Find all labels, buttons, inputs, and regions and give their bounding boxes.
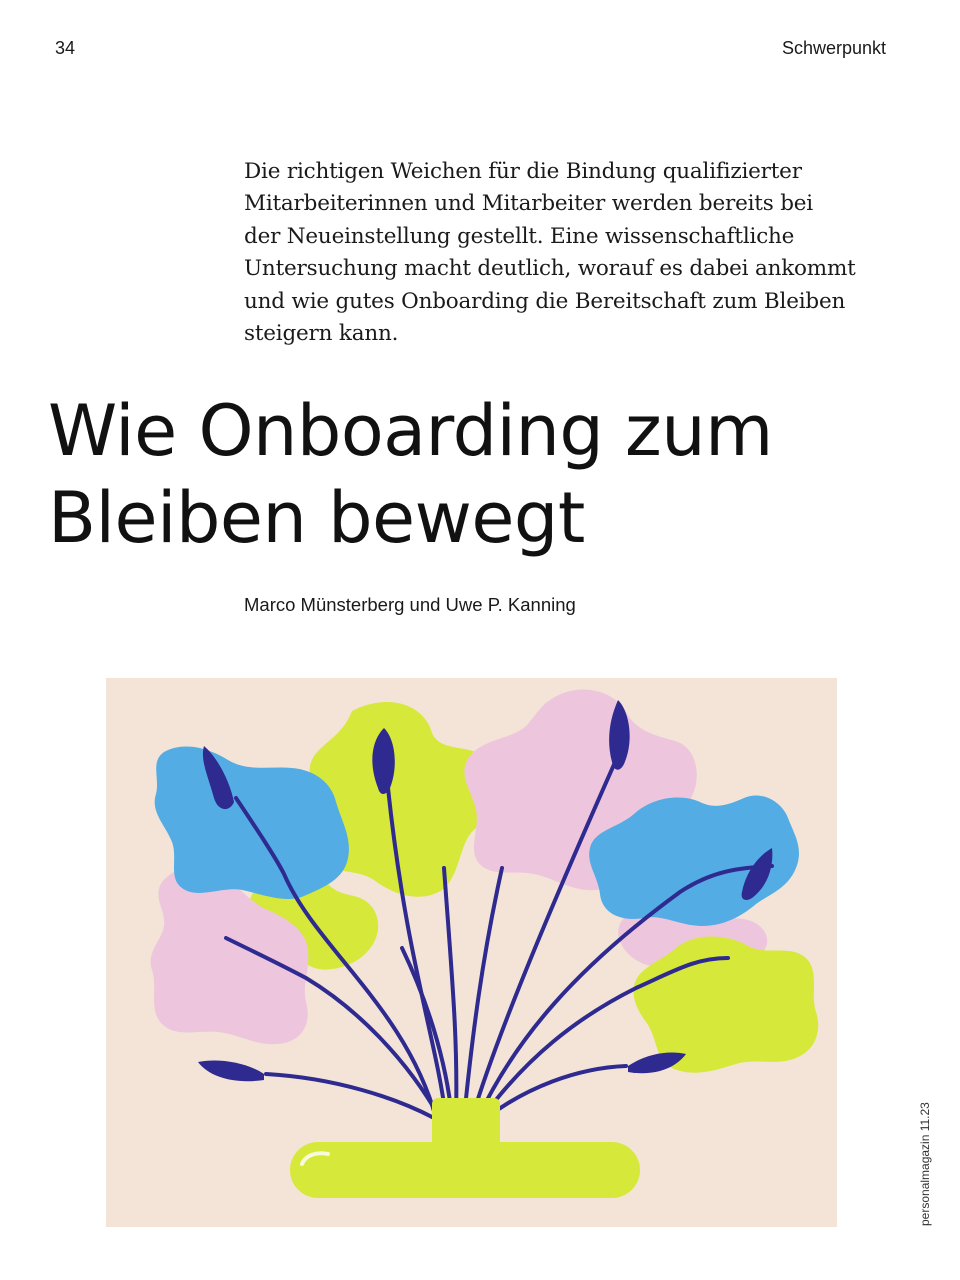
section-label: Schwerpunkt (781, 38, 886, 58)
page-number: 34 (55, 38, 76, 58)
title-line: Wie Onboarding zum (48, 390, 773, 472)
lead-line: Mitarbeiterinnen und Mitarbeiter werden bereits bei (244, 191, 813, 217)
lead-paragraph (244, 156, 904, 350)
illustration-bouquet (106, 678, 837, 1227)
lead-line: steigern kann. (244, 321, 399, 347)
lead-line: und wie gutes Onboarding die Bereitschaft zum Bleiben (244, 288, 846, 314)
authors-byline: Marco Münsterberg und Uwe P. Kanning (244, 594, 576, 615)
article-title (48, 388, 773, 562)
side-caption: personalmagazin 11.23 (918, 1102, 932, 1226)
title-line: Bleiben bewegt (48, 477, 585, 559)
lead-line: der Neueinstellung gestellt. Eine wissenschaftliche (244, 223, 795, 249)
lead-line: Untersuchung macht deutlich, worauf es dabei ankommt (244, 256, 856, 282)
lead-line: Die richtigen Weichen für die Bindung qualifizierter (244, 159, 802, 184)
